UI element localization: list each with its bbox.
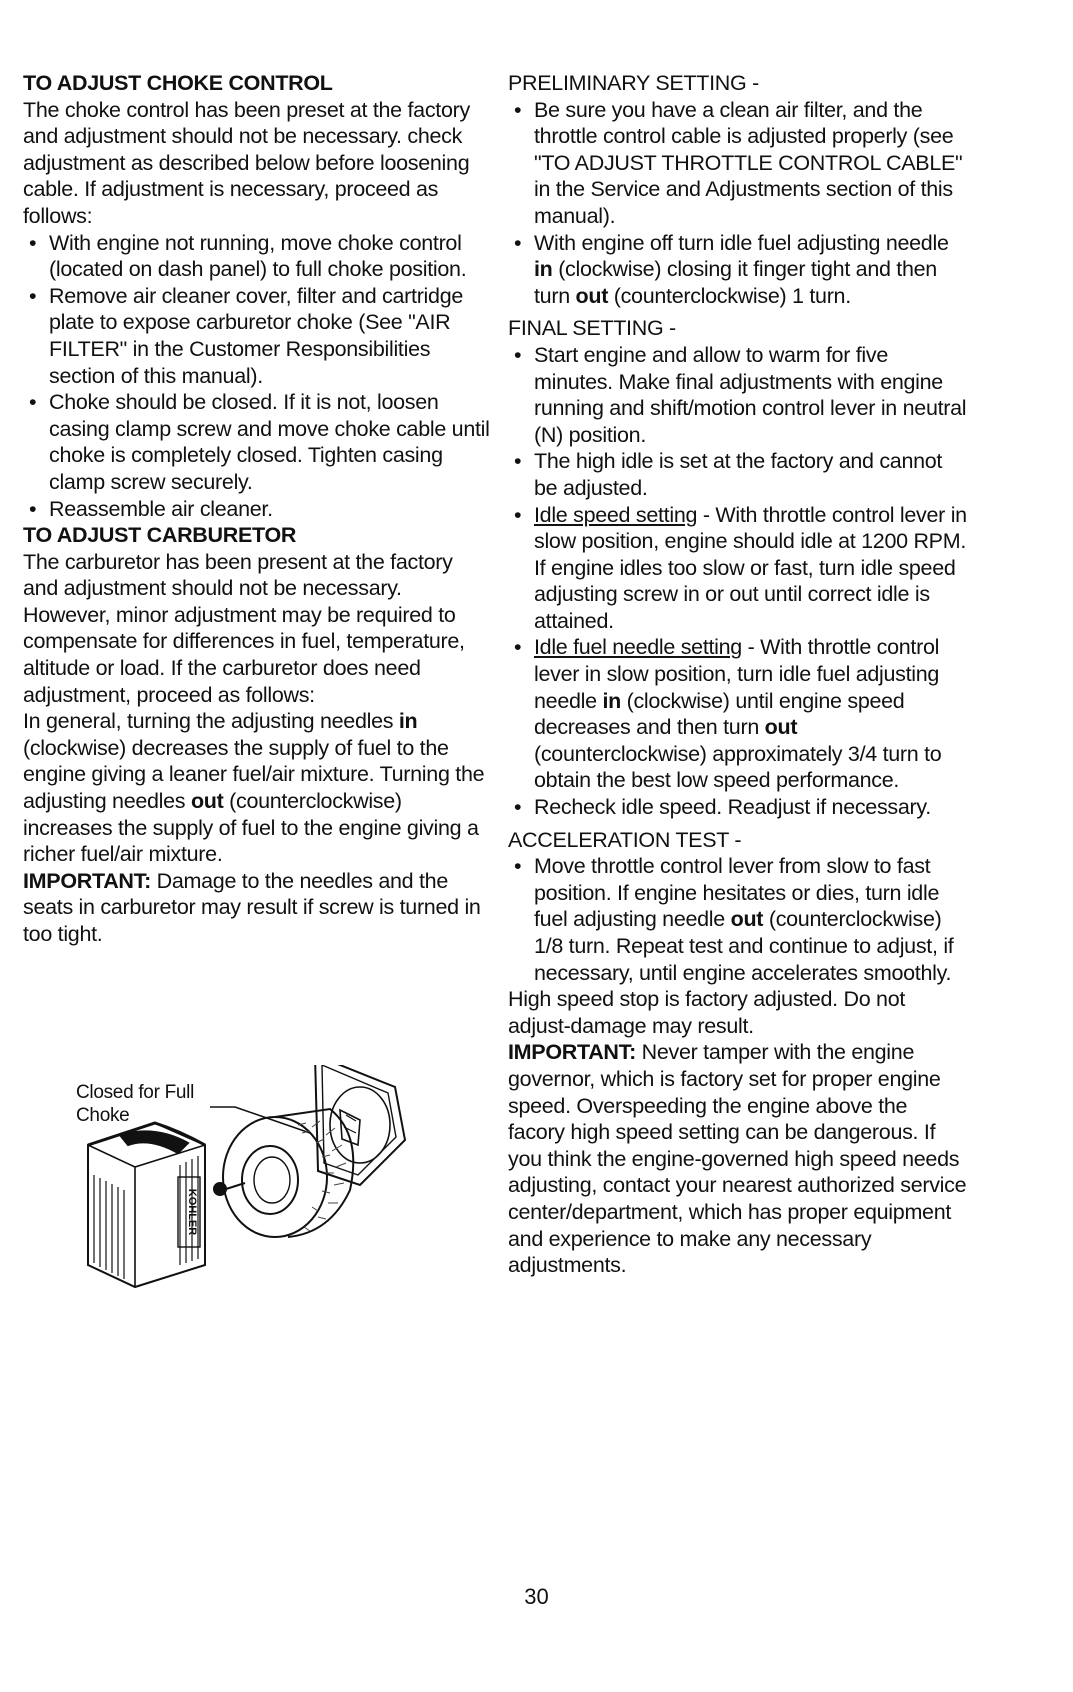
choke-heading: TO ADJUST CHOKE CONTROL xyxy=(23,71,333,95)
general-paragraph xyxy=(23,708,493,868)
choke-steps-list xyxy=(23,230,493,523)
text-run: (counterclockwise) 1 turn. xyxy=(608,283,851,308)
left-column xyxy=(23,70,493,948)
underlined-label: Idle speed setting xyxy=(534,502,698,527)
important-text: Never tamper with the engine governor, which is factory set for proper engine speed. Overspeeding the engine above the facory high speed setting can be dangerous. If you think the engine-governed high speed needs adjusting, contact your nearest authorized service center/department, which has proper equipment and experience to make any necessary adjustments. xyxy=(508,1040,967,1278)
list-item xyxy=(508,502,968,635)
carburetor-heading: TO ADJUST CARBURETOR xyxy=(23,523,297,548)
page-number: 30 xyxy=(524,1584,549,1609)
figure-label-line: Choke xyxy=(76,1105,130,1126)
text-run: - With throttle control lever in slow position, turn idle fuel adjusting needle xyxy=(534,635,940,713)
text-run: (clockwise) until engine speed decreases and then turn xyxy=(534,688,905,740)
list-item xyxy=(508,230,968,310)
text-run: With engine off turn idle fuel adjusting needle xyxy=(534,230,949,255)
list-item: • Choke should be closed. If it is not, loosen casing clamp screw and move choke cable until choke is completely closed. Tighten casing clamp screw securely. xyxy=(23,389,493,495)
important-label: IMPORTANT: xyxy=(23,868,151,893)
important-note xyxy=(508,1039,968,1278)
important-note xyxy=(23,868,493,948)
bold-out: out xyxy=(190,789,224,814)
text-run: In general, turning the adjusting needles xyxy=(23,709,399,734)
list-item xyxy=(508,853,968,986)
important-text: Damage to the needles and the seats in carburetor may result if screw is turned in too tight. xyxy=(23,868,481,946)
text-run: (clockwise) decreases the supply of fuel to the engine giving a leaner fuel/air mixture. Turning the adjusting needles xyxy=(23,735,485,814)
text-run: Move throttle control lever from slow to fast position. If engine hesitates or dies, turn idle fuel adjusting needle xyxy=(534,854,940,932)
high-speed-note: High speed stop is factory adjusted. Do not adjust-damage may result. xyxy=(508,987,906,1038)
acceleration-list xyxy=(508,853,968,986)
list-item: • Start engine and allow to warm for five minutes. Make final adjustments with engine running and shift/motion control lever in neutral (N) position. xyxy=(508,342,968,448)
list-item: • Be sure you have a clean air filter, and the throttle control cable is adjusted properly (see "TO ADJUST THROTTLE CONTROL CABLE" in the Service and Adjustments section of this manual). xyxy=(508,97,968,230)
list-item xyxy=(508,634,968,794)
preliminary-list xyxy=(508,97,968,310)
text-run: - With throttle control lever in slow position, engine should idle at 1200 RPM. If engine idles too slow or fast, turn idle speed adjusting screw in or out until correct idle is attained. xyxy=(534,502,967,633)
list-item: • With engine not running, move choke control (located on dash panel) to full choke position. xyxy=(23,230,493,283)
brand-label: KOHLER xyxy=(186,1188,198,1236)
list-item: • Remove air cleaner cover, filter and cartridge plate to expose carburetor choke (See "AIR FILTER" in the Customer Responsibilities section of this manual). xyxy=(23,283,493,389)
list-item: • Recheck idle speed. Readjust if necessary. xyxy=(508,794,968,821)
bold-out: out xyxy=(575,283,609,308)
figure-label-line: Closed for Full xyxy=(76,1082,194,1103)
final-heading: FINAL SETTING - xyxy=(508,316,676,341)
carburetor-intro: The carburetor has been present at the factory and adjustment should not be necessary. However, minor adjustment may be required to compensate for differences in fuel, temperature, altitude or load. If the carburetor does need adjustment, proceed as follows: xyxy=(23,549,465,707)
final-list xyxy=(508,342,968,821)
bold-out: out xyxy=(730,907,764,932)
list-item: • The high idle is set at the factory and cannot be adjusted. xyxy=(508,448,968,501)
air-cleaner-illustration xyxy=(60,1065,480,1385)
right-column xyxy=(508,70,968,1279)
acceleration-heading: ACCELERATION TEST - xyxy=(508,827,742,852)
bold-in: in xyxy=(398,709,418,734)
underlined-label: Idle fuel needle setting xyxy=(534,635,742,660)
list-item: • Reassemble air cleaner. xyxy=(23,496,493,523)
text-run: (counterclockwise) 1/8 turn. Repeat test and continue to adjust, if necessary, until engine accelerates smoothly. xyxy=(534,907,954,985)
bold-out: out xyxy=(764,715,798,740)
air-cleaner-drawing xyxy=(60,1065,480,1385)
bold-in: in xyxy=(534,257,553,282)
bold-in: in xyxy=(602,688,621,713)
preliminary-heading: PRELIMINARY SETTING - xyxy=(508,71,759,95)
text-run: (clockwise) closing it finger tight and then turn xyxy=(534,257,937,308)
important-label: IMPORTANT: xyxy=(508,1040,636,1065)
choke-intro: The choke control has been preset at the factory and adjustment should not be necessary. check adjustment as described below before loosening cable. If adjustment is necessary, proceed as follows: xyxy=(23,97,470,228)
text-run: (counterclockwise) increases the supply of fuel to the engine giving a richer fuel/air mixture. xyxy=(23,789,479,867)
text-run: (counterclockwise) approximately 3/4 turn to obtain the best low speed performance. xyxy=(534,741,942,793)
